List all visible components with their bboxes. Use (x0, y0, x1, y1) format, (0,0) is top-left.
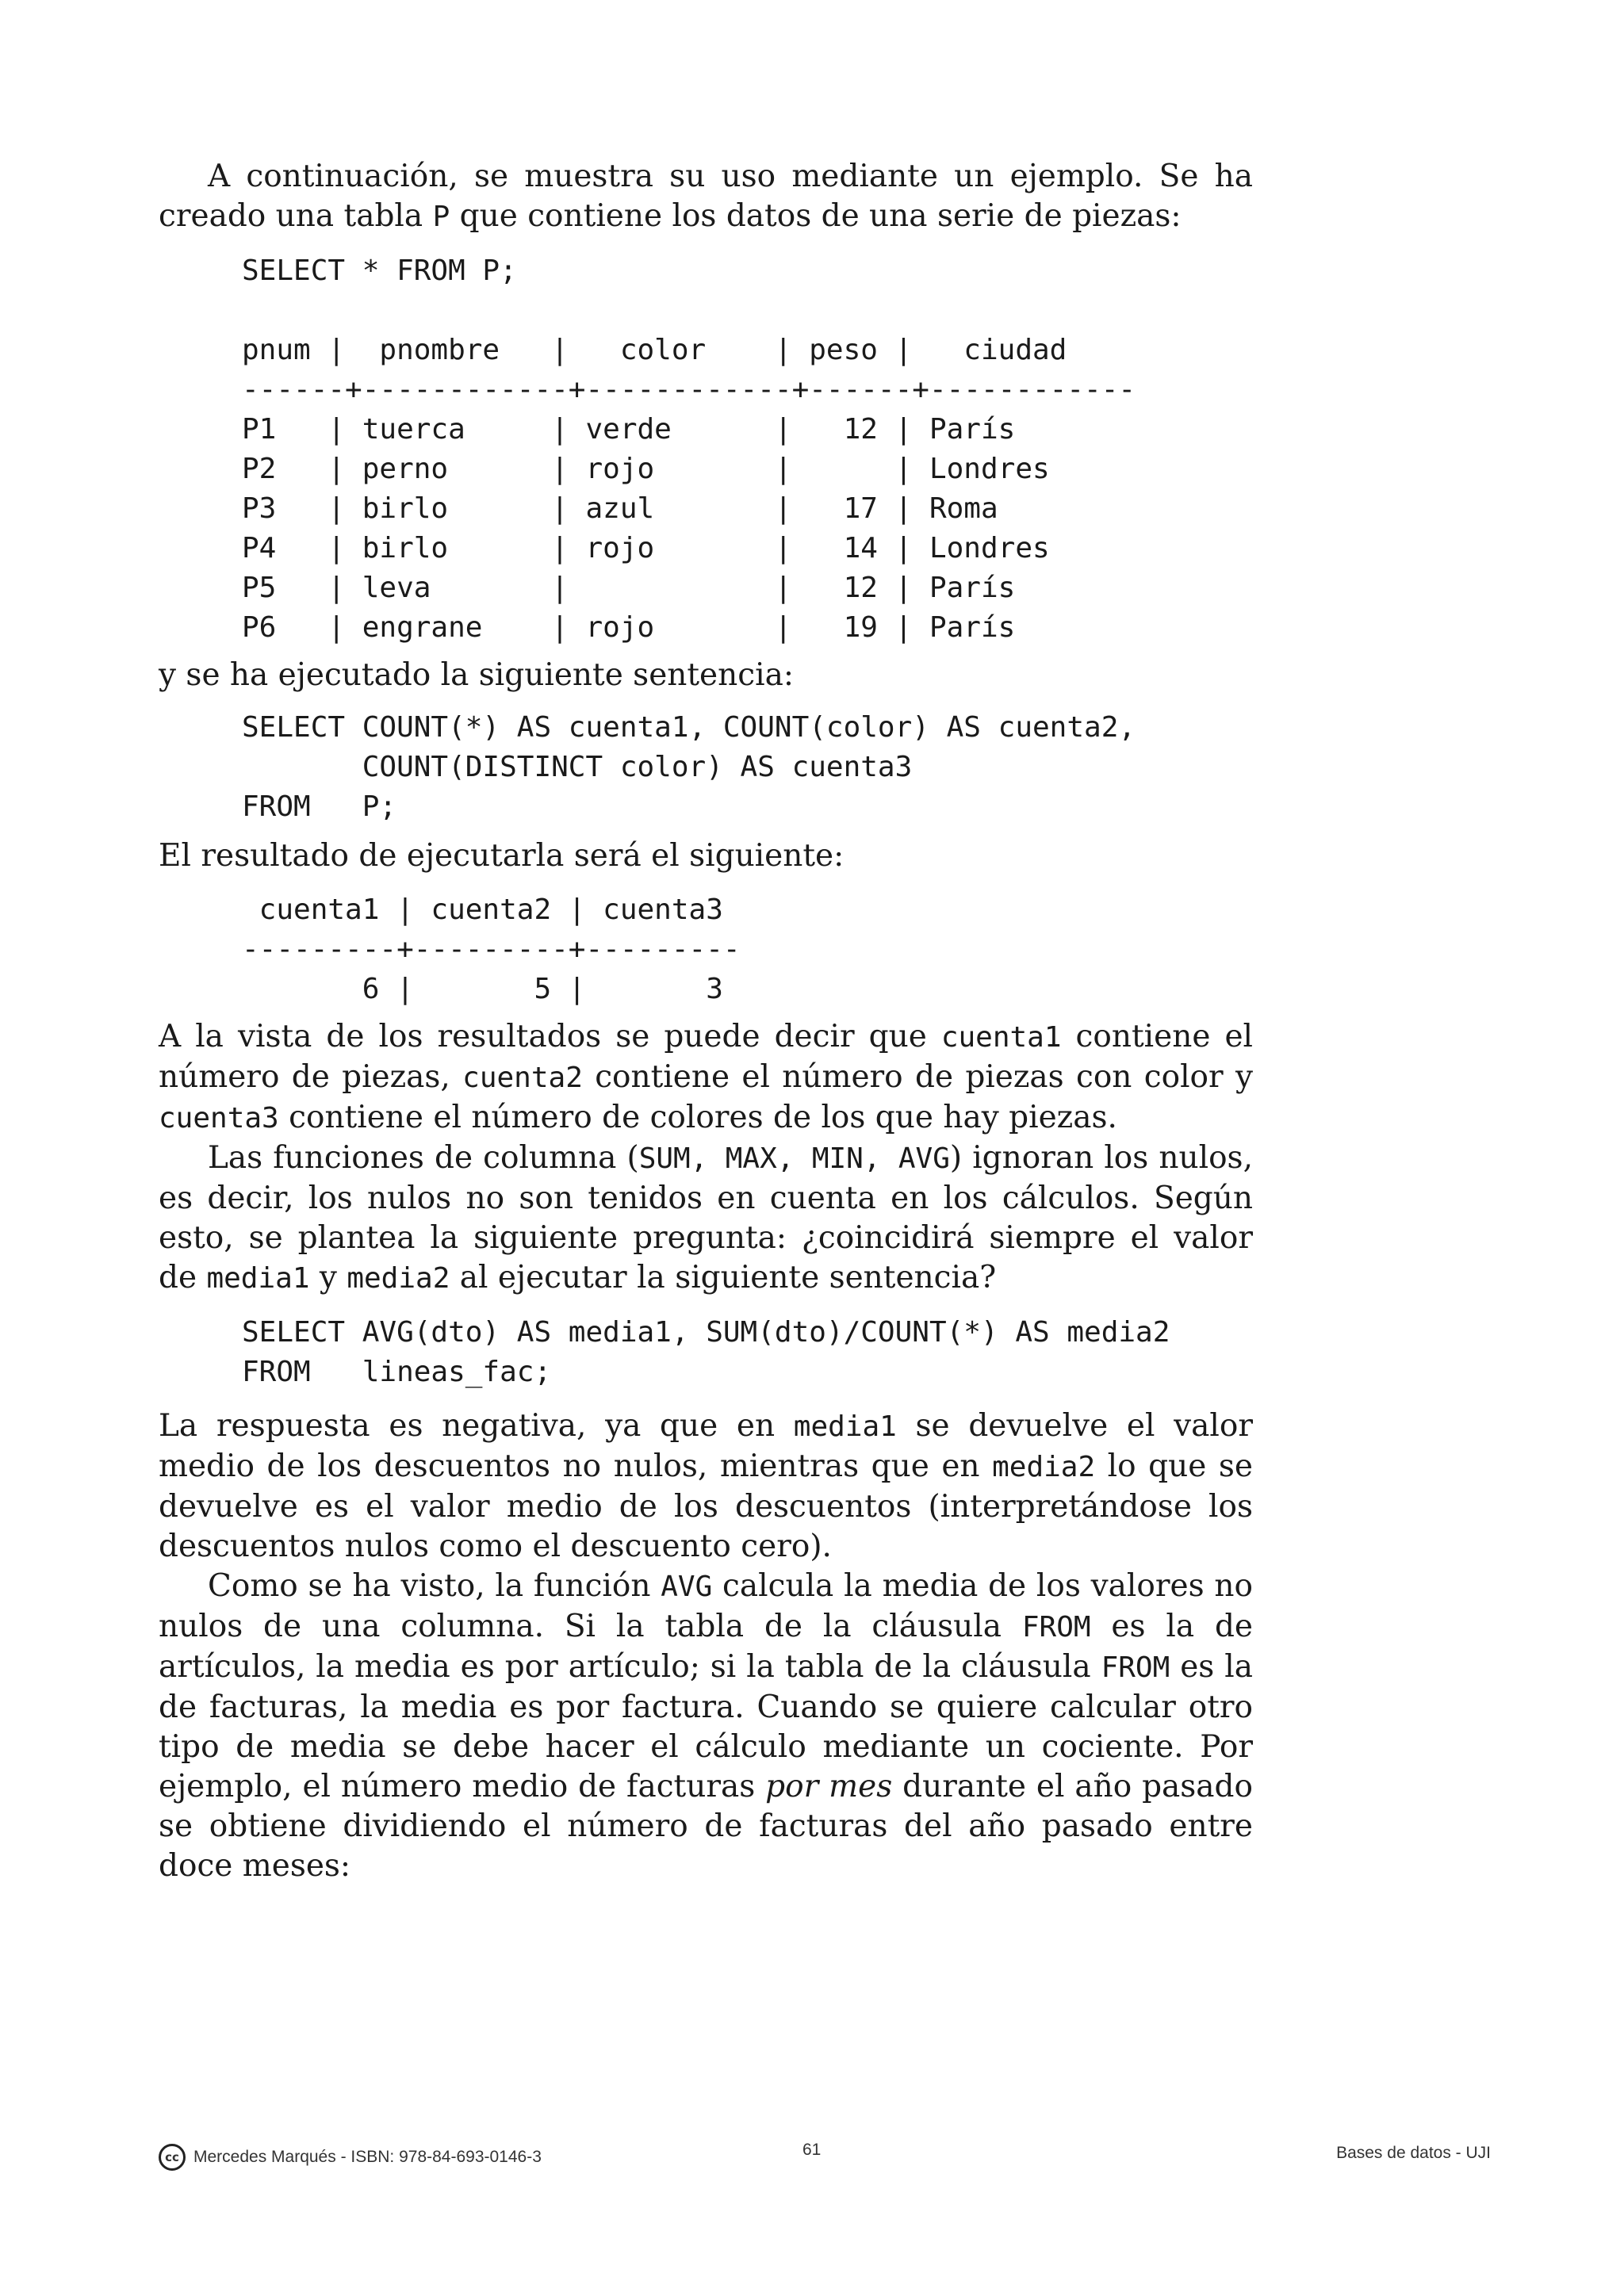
inline-code: media2 (992, 1451, 1096, 1483)
inline-code: media1 (793, 1410, 897, 1443)
answer-paragraph (159, 1406, 1253, 1567)
code-table-p: pnum | pnombre | color | peso | ciudad ------+------------+------------+------+------------ P1 | tuerca | verde | 12 | París P2 | perno | rojo | | Londres P3 | birlo | azul | 17 | Roma P4 | birlo | rojo | 14 | Londres P5 | leva | | 12 | París P6 | engrane | rojo | 19 | París (242, 334, 1136, 644)
intro-paragraph (159, 157, 1253, 237)
inline-code: AVG (661, 1571, 713, 1603)
footer-author: Mercedes Marqués - ISBN: 978-84-693-0146-3 (193, 2148, 542, 2166)
inline-code: media1 (206, 1262, 310, 1295)
page-content (159, 157, 1253, 1886)
text: contiene el número de colores de los que hay piezas. (278, 1100, 1117, 1135)
text: es la de facturas, la media es por factura. Cuando se quiere calcular otro tipo de media se debe hacer el cálculo mediante un cociente. Por ejemplo, el número medio de facturas (159, 1649, 1253, 1804)
italic-text: por mes (765, 1769, 893, 1804)
text: A la vista de los resultados se puede decir que (159, 1019, 941, 1054)
code-count-result: cuenta1 | cuenta2 | cuenta3 ---------+---------+--------- 6 | 5 | 3 (242, 894, 741, 1005)
inline-code: SUM, MAX, MIN, AVG (638, 1142, 950, 1175)
creative-commons-icon: cc (159, 2144, 186, 2171)
text: A continuación, se muestra su uso mediante un ejemplo. Se ha creado una tabla (159, 159, 1253, 234)
text: lo que se devuelve es el valor medio de los descuentos (interpretándose los descuentos nulos como el descuento cero). (159, 1448, 1253, 1564)
functions-paragraph (159, 1138, 1253, 1299)
inline-code: FROM (1021, 1611, 1091, 1644)
inline-code: FROM (1101, 1651, 1170, 1684)
inline-code: cuenta1 (940, 1021, 1062, 1054)
text: ) ignoran los nulos, es decir, los nulos no son tenidos en cuenta en los cálculos. Según esto, se plantea la siguiente pregunta: ¿coincidirá siempre el valor de (159, 1140, 1253, 1295)
text: contiene el número de piezas, (159, 1019, 1254, 1095)
footer-book-title: Bases de datos - UJI (1336, 2144, 1491, 2162)
result-intro-text: El resultado de ejecutarla será el siguiente: (159, 838, 845, 874)
text: calcula la media de los valores no nulos de una columna. Si la tabla de la cláusula (159, 1568, 1253, 1644)
page-number: 61 (802, 2141, 822, 2159)
text: Como se ha visto, la función (208, 1568, 661, 1604)
text: durante el año pasado se obtiene dividiendo el número de facturas del año pasado entre doce meses: (159, 1769, 1253, 1884)
explain-paragraph (159, 1017, 1253, 1138)
inline-code: P (432, 201, 450, 233)
text: La respuesta es negativa, ya que en (159, 1408, 794, 1444)
text: Las funciones de columna ( (208, 1140, 639, 1176)
text: es la de artículos, la media es por artículo; si la tabla de la cláusula (159, 1609, 1253, 1685)
text: contiene el número de piezas con color y (582, 1059, 1254, 1095)
avg-paragraph (159, 1567, 1253, 1886)
page-footer (159, 2141, 1491, 2172)
text: que contiene los datos de una serie de piezas: (450, 198, 1182, 234)
inline-code: media2 (347, 1262, 450, 1295)
footer-left (159, 2144, 542, 2171)
code-select-p: SELECT * FROM P; (242, 254, 517, 287)
text: y (309, 1260, 347, 1295)
inline-code: cuenta2 (462, 1062, 583, 1094)
text: se devuelve el valor medio de los descuentos no nulos, mientras que en (159, 1408, 1253, 1484)
text: al ejecutar la siguiente sentencia? (450, 1260, 997, 1295)
inline-code: cuenta3 (159, 1102, 279, 1135)
after-table-text: y se ha ejecutado la siguiente sentencia: (159, 657, 794, 693)
code-count-query: SELECT COUNT(*) AS cuenta1, COUNT(color) AS cuenta2, COUNT(DISTINCT color) AS cuenta3 FROM P; (242, 711, 1136, 823)
code-avg-query: SELECT AVG(dto) AS media1, SUM(dto)/COUNT(*) AS media2 FROM lineas_fac; (242, 1316, 1170, 1388)
